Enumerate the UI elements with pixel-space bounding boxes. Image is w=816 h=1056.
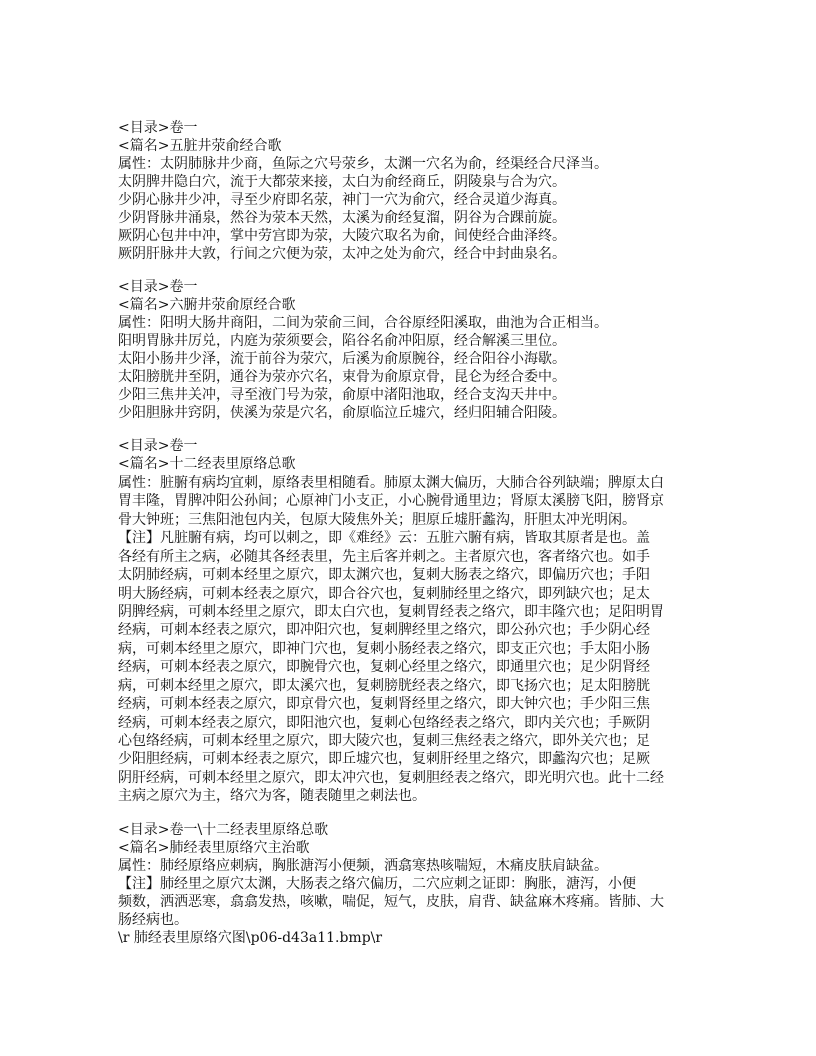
catalog-line: <目录>卷一 (118, 120, 198, 136)
text-line: 病，可刺本经里之原穴，即神门穴也，复刺小肠经表之络穴，即支正穴也；手太阳小肠 (118, 640, 650, 657)
text-line: 经病，可刺本经表之原穴，即冲阳穴也，复刺脾经里之络穴，即公孙穴也；手少阴心经 (118, 622, 650, 639)
chapter-title-line: <篇名>十二经表里原络总歌 (118, 456, 296, 473)
chapter-title-line: <篇名>肺经表里原络穴主治歌 (118, 840, 310, 856)
section-lung-meridian-yuanluo (118, 821, 718, 947)
text-line: 太阴肺经病，可刺本经里之原穴，即太渊穴也，复刺大肠表之络穴，即偏历穴也；手阳 (118, 567, 650, 584)
text-line: 厥阴心包井中冲，掌中劳宫即为荥，大陵穴取名为俞，间使经合曲泽终。 (118, 228, 566, 244)
text-line: 太阴脾井隐白穴，流于大都荥来接，太白为俞经商丘，阴陵泉与合为穴。 (118, 174, 566, 190)
text-line: 阴肝经病，可刺本经里之原穴，即太冲穴也，复刺胆经表之络穴，即光明穴也。此十二经 (118, 769, 664, 786)
catalog-line: <目录>卷一 (118, 279, 198, 295)
text-line: 经病，可刺本经表之原穴，即腕骨穴也，复刺心经里之络穴，即通里穴也；足少阴肾经 (118, 659, 650, 676)
section-liufu-jingxing (118, 278, 718, 422)
text-line: 经病，可刺本经表之原穴，即京骨穴也，复刺肾经里之络穴，即大钟穴也；手少阳三焦 (118, 696, 650, 713)
text-line: 少阴肾脉井涌泉，然谷为荥本天然，太溪为俞经复溜，阴谷为合踝前旋。 (118, 210, 566, 226)
text-line: 胃丰隆，胃脾冲阳公孙间；心原神门小支正，小心腕骨通里边；肾原太溪膀飞阳，膀肾京 (118, 493, 664, 510)
text-line: 厥阴肝脉井大敦，行间之穴便为荥，太冲之处为俞穴，经合中封曲泉名。 (118, 246, 566, 262)
chapter-title-line: <篇名>六腑井荥俞原经合歌 (118, 297, 296, 313)
text-line: 太阳膀胱井至阴，通谷为荥亦穴名，束骨为俞原京骨，昆仑为经合委中。 (118, 369, 566, 385)
text-line: 属性：肺经原络应刺病，胸胀溏泻小便频，洒翕寒热咳喘短，木痛皮肤肩缺盆。 (118, 858, 608, 874)
text-line: \r 肺经表里原络穴图\p06-d43a11.bmp\r (118, 930, 383, 946)
text-line: 少阴心脉井少冲，寻至少府即名荥，神门一穴为俞穴，经合灵道少海真。 (118, 192, 566, 208)
text-line: 【注】肺经里之原穴太渊，大肠表之络穴偏历，二穴应刺之证即：胸胀，溏泻，小便 (118, 876, 636, 892)
text-line: 阳明胃脉井厉兑，内庭为荥须要会，陷谷名俞冲阳原，经合解溪三里位。 (118, 333, 566, 349)
text-line: 阴脾经病，可刺本经里之原穴，即太白穴也，复刺胃经表之络穴，即丰隆穴也；足阳明胃 (118, 603, 664, 620)
text-line: 属性：太阴肺脉井少商，鱼际之穴号荥乡，太渊一穴名为俞，经渠经合尺泽当。 (118, 156, 608, 172)
section-twelve-meridians-yuanluo (118, 437, 718, 806)
text-line: 心包络经病，可刺本经里之原穴，即大陵穴也，复刺三焦经表之络穴，即外关穴也；足 (118, 733, 650, 749)
section-wuzang-jingxing (118, 119, 718, 263)
text-line: 【注】凡脏腑有病，均可以刺之，即《难经》云：五脏六腑有病，皆取其原者是也。盖 (118, 530, 650, 547)
text-line: 肠经病也。 (118, 912, 188, 928)
text-line: 太阳小肠井少泽，流于前谷为荥穴，后溪为俞原腕谷，经合阳谷小海歇。 (118, 351, 566, 367)
text-line: 各经有所主之病，必随其各经表里，先主后客并刺之。主者原穴也，客者络穴也。如手 (118, 548, 650, 565)
text-line: 少阳三焦井关冲，寻至液门号为荥，俞原中渚阳池取，经合支沟天井中。 (118, 387, 566, 403)
text-line: 经病，可刺本经表之原穴，即阳池穴也，复刺心包络经表之络穴，即内关穴也；手厥阴 (118, 714, 650, 731)
catalog-line: <目录>卷一 (118, 438, 198, 454)
text-line: 属性：脏腑有病均宜刺，原络表里相随看。肺原太渊大偏历，大肺合谷列缺端；脾原太白 (118, 474, 664, 491)
text-line: 少阳胆经病，可刺本经表之原穴，即丘墟穴也，复刺肝经里之络穴，即蠡沟穴也；足厥 (118, 751, 650, 768)
text-line: 频数，洒洒恶寒，翕翕发热，咳嗽，喘促，短气，皮肤，肩背、缺盆麻木疼痛。皆肺、大 (118, 894, 664, 910)
text-line: 病，可刺本经里之原穴，即太溪穴也，复刺膀胱经表之络穴，即飞扬穴也；足太阳膀胱 (118, 677, 650, 694)
chapter-title-line: <篇名>五脏井荥俞经合歌 (118, 138, 282, 154)
text-line: 明大肠经病，可刺本经表之原穴，即合谷穴也，复刺肺经里之络穴，即列缺穴也；足太 (118, 585, 650, 602)
text-line: 骨大钟班；三焦阳池包内关，包原大陵焦外关；胆原丘墟肝蠡沟，肝胆太冲光明闲。 (118, 511, 636, 528)
text-line: 属性：阳明大肠井商阳，二间为荥俞三间，合谷原经阳溪取，曲池为合正相当。 (118, 315, 608, 331)
text-line: 少阳胆脉井窍阴，侠溪为荥是穴名，俞原临泣丘墟穴，经归阳辅合阳陵。 (118, 405, 566, 421)
text-line: 主病之原穴为主，络穴为客，随表随里之刺法也。 (118, 788, 426, 805)
catalog-line: <目录>卷一\十二经表里原络总歌 (118, 822, 329, 838)
